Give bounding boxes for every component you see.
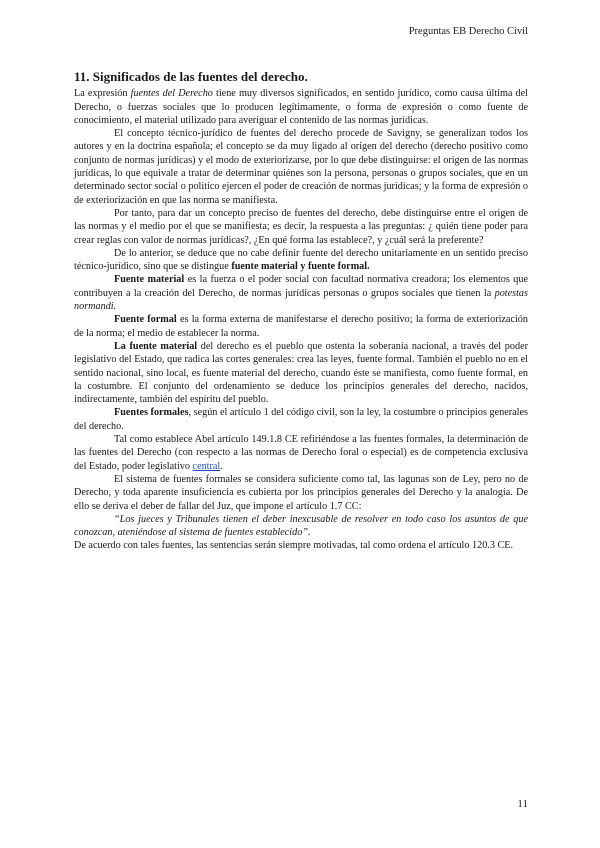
bold-text: fuente material y fuente formal. (231, 261, 370, 273)
emphasis-text: fuentes del Derecho (130, 88, 213, 100)
text-run: es la forma externa de manifestarse el derecho positivo; la forma de exteriorización de la norma; el medio de establecer la norma. (74, 314, 528, 339)
bold-text: La fuente material (114, 340, 198, 352)
text-run: Tal como establece Abel artículo 149.1.8 CE refiriéndose a las fuentes formales, la determinación de las fuentes del Derecho (con respecto a las normas de Derecho foral o especial) es de competencia exclusiva del Estado, poder legislativo (74, 434, 528, 472)
text-run: La expresión (74, 88, 131, 100)
page-number: 11 (517, 798, 528, 810)
text-run: es la fuerza o el poder social con facultad normativa creadora; los elementos que contribuyen a la creación del Derecho, de normas jurídicas personas o grupos sociales que tienen la (74, 274, 529, 299)
text-run: . (220, 460, 223, 472)
bold-text: Fuentes formales (114, 407, 189, 419)
text-run: , según el artículo 1 del código civil, son la ley, la costumbre o principios generales del derecho. (74, 407, 528, 432)
bold-text: Fuente formal (114, 314, 177, 326)
text-run: del derecho es el pueblo que ostenta la soberanía nacional, a través del poder legislativo del Estado, que radica las cortes generales: crea las leyes, fuente formal. También el pueblo no en el sentido nacional, sino local, es fuente material del derecho, cuando éste se manifiesta, como fuente formal, en la costumbre. El conjunto del ordenamiento se deduce los principios generales del derecho, nacidos, indirectamente, también del espíritu del pueblo. (74, 340, 528, 406)
paragraph-8 (74, 406, 528, 433)
paragraph-10: El sistema de fuentes formales se considera suficiente como tal, las lagunas son de Ley, pero no de Derecho, y toda aparente insuficiencia es cubierta por los principios generales del Derecho y la analogía. De ello se deriva el deber de fallar del Juz, que impone el artículo 1.7 CC: (74, 473, 528, 512)
text-run: tiene muy diversos significados, en sentido jurídico, como causa última del Derecho, o fuerzas sociales que lo producen legítimamente, o forma de expresión o como fuente de conocimiento, el material utilizado para averiguar el contenido de las normas jurídicas. (74, 88, 528, 126)
paragraph-9 (74, 433, 528, 473)
paragraph-4 (74, 247, 528, 274)
paragraph-3: Por tanto, para dar un concepto preciso de fuentes del derecho, debe distinguirse entre el origen de las normas y el medio por el que se manifiesta; es decir, la respuesta a las preguntas: ¿ quién tiene poder para crear reglas con valor de normas jurídicas?, ¿En qué forma las establece?, y ¿cuál será la preferente? (74, 207, 528, 246)
section-heading: 11. Significados de las fuentes del derecho. (74, 69, 308, 84)
paragraph-1 (74, 87, 528, 127)
paragraph-2: El concepto técnico-jurídico de fuentes del derecho procede de Savigny, se generalizan todos los autores y en la doctrina española; el concepto se da muy ligado al origen del derecho (derecho positivo como conjunto de normas jurídicas) y el modo de exteriorizarse, por lo que debe distinguirse: el origen de las normas jurídicas, lo que equivale a tratar de determinar quiénes son la persona, personas o grupos sociales, que en un determinado sector social o político ejercen el poder de creación de normas jurídicas; y la forma de expresión o de exteriorización en que las norma se manifiesta. (74, 128, 528, 206)
bold-text: Fuente material (114, 274, 185, 286)
paragraph-6 (74, 313, 528, 340)
paragraph-5 (74, 273, 528, 313)
paragraph-7 (74, 340, 528, 406)
quote-article-1-7: “Los jueces y Tribunales tienen el deber inexcusable de resolver en todo caso los asuntos de que conozcan, ateniéndose al sistema de fuentes establecido”. (74, 513, 528, 539)
text-run: De lo anterior, se deduce que no cabe definir fuente del derecho unitariamente en un sentido preciso técnico-jurídico, sino que se distingue (74, 247, 528, 273)
running-header: Preguntas EB Derecho Civil (408, 26, 528, 37)
paragraph-11: De acuerdo con tales fuentes, las sentencias serán siempre motivadas, tal como ordena el artículo 120.3 CE. (74, 540, 514, 552)
document-body (74, 70, 528, 553)
emphasis-text: potestas normandi. (74, 287, 528, 313)
central-link[interactable]: central (192, 460, 221, 472)
